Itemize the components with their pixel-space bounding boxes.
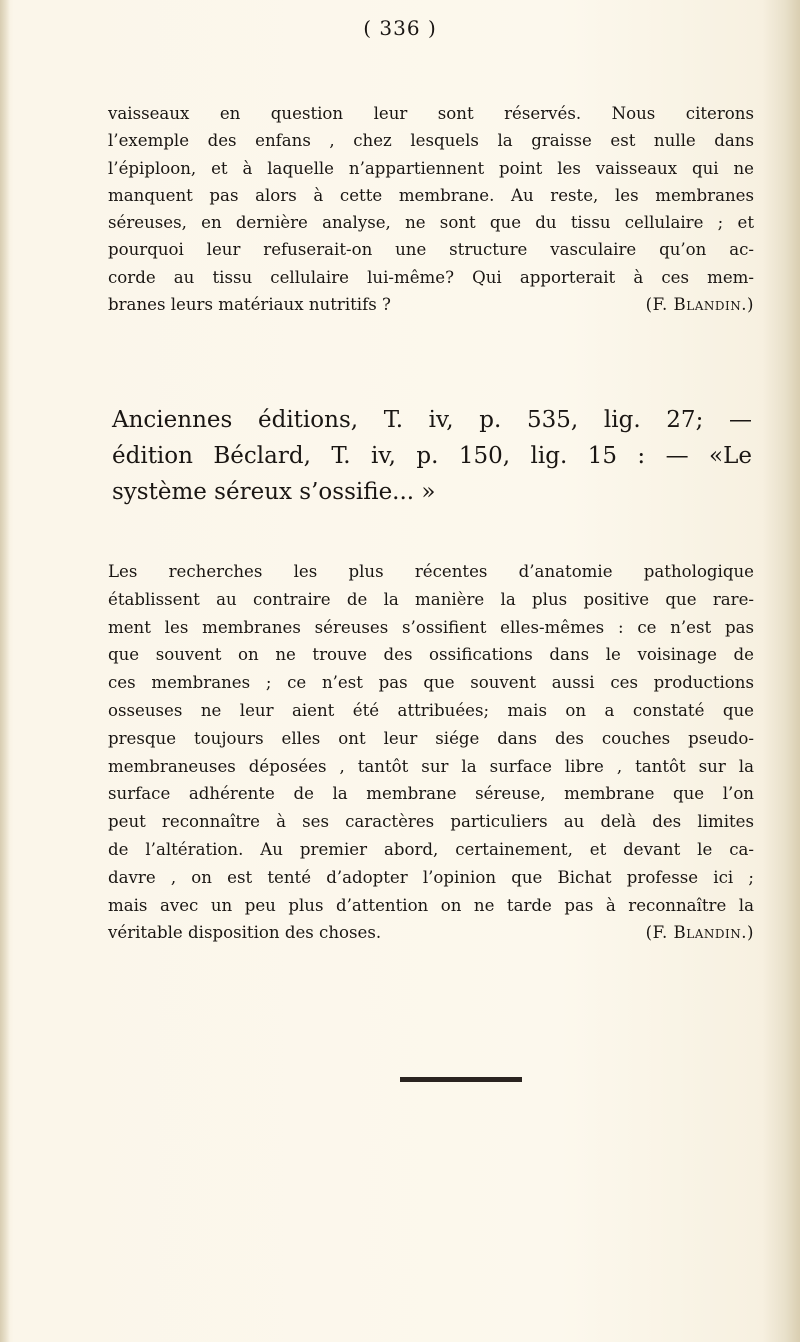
text-line: système séreux s’ossifie... »: [112, 479, 436, 505]
text-line: manquent pas alors à cette membrane. Au reste, les membranes: [108, 185, 754, 205]
section-end-rule: [400, 1077, 522, 1082]
text-line: branes leurs matériaux nutritifs ?: [108, 295, 391, 315]
text-line: édition Béclard, T. iv, p. 150, lig. 15 : — «Le: [112, 443, 752, 469]
text-line: que souvent on ne trouve des ossifications dans le voisinage de: [108, 645, 754, 665]
text-line: mais avec un peu plus d’attention on ne tarde pas à reconnaître la: [108, 895, 754, 915]
text-line: corde au tissu cellulaire lui-même? Qui apporterait à ces mem-: [108, 267, 754, 287]
text-line: Les recherches les plus récentes d’anatomie pathologique: [108, 562, 754, 581]
last-line: [108, 291, 754, 318]
page-number: ( 336 ): [363, 16, 437, 40]
text-line: osseuses ne leur aient été attribuées; mais on a constaté que: [108, 700, 754, 720]
text-line: ces membranes ; ce n’est pas que souvent aussi ces productions: [108, 673, 754, 693]
text-line: presque toujours elles ont leur siége dans des couches pseudo-: [108, 728, 754, 748]
text-line: davre , on est tenté d’adopter l’opinion que Bichat professe ici ;: [108, 867, 754, 887]
page-gutter-shadow: [0, 0, 10, 1342]
last-line: [108, 919, 754, 947]
text-line: l’exemple des enfans , chez lesquels la graisse est nulle dans: [108, 131, 754, 151]
author-signature: (F. Blandin.): [645, 295, 754, 315]
text-line: pourquoi leur refuserait-on une structure vasculaire qu’on ac-: [108, 240, 754, 260]
text-line: peut reconnaître à ses caractères particuliers au delà des limites: [108, 812, 754, 832]
paragraph-ossification: [108, 558, 754, 947]
text-line: vaisseaux en question leur sont réservés. Nous citerons: [108, 104, 754, 123]
text-line: de l’altération. Au premier abord, certainement, et devant le ca-: [108, 839, 754, 859]
paragraph-vascular-structure: [108, 100, 754, 318]
text-line: l’épiploon, et à laquelle n’appartiennent point les vaisseaux qui ne: [108, 158, 754, 178]
text-line: ment les membranes séreuses s’ossifient elles-mêmes : ce n’est pas: [108, 617, 754, 637]
text-line: établissent au contraire de la manière la plus positive que rare-: [108, 589, 754, 609]
author-signature: (F. Blandin.): [645, 923, 754, 943]
text-line: Anciennes éditions, T. iv, p. 535, lig. 27; —: [112, 407, 752, 433]
text-line: séreuses, en dernière analyse, ne sont que du tissu cellulaire ; et: [108, 213, 754, 233]
text-line: membraneuses déposées , tantôt sur la surface libre , tantôt sur la: [108, 756, 754, 776]
text-line: surface adhérente de la membrane séreuse, membrane que l’on: [108, 784, 754, 804]
editions-reference: [112, 402, 752, 510]
page-edge-shadow: [762, 0, 800, 1342]
text-line: véritable disposition des choses.: [108, 923, 382, 943]
